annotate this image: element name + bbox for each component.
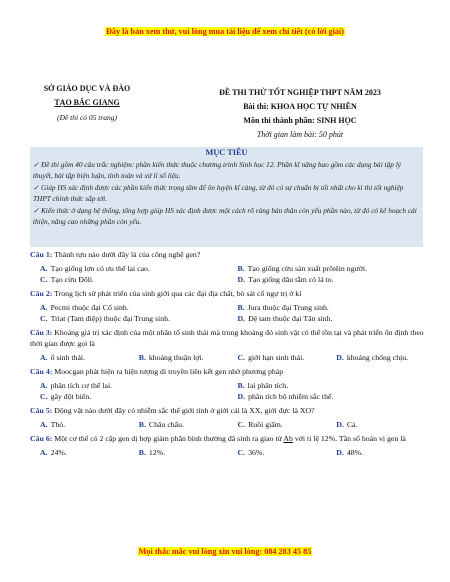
exam-header bbox=[180, 86, 420, 142]
answer-option-d: D. Cá. bbox=[336, 420, 358, 429]
answer-option-a: A. Pecmi thuộc đại Cổ sinh. bbox=[40, 303, 129, 312]
question-number: Câu 3: bbox=[30, 328, 53, 337]
answer-option-b: B. Châu chấu. bbox=[138, 420, 184, 429]
question-list bbox=[30, 249, 425, 461]
question-3 bbox=[30, 327, 425, 363]
answer-option-a: A. phân tích cơ thể lai. bbox=[40, 381, 113, 390]
question-text: Động vật nào dưới đây có nhiễm sắc thể giới tính ở giới cái là XX, giới đực là XO? bbox=[54, 406, 315, 415]
objective-item: ✓ Giúp HS xác định được các phần kiến thức trọng tâm để ôn luyện kĩ càng, từ đó có sự chuẩn bị tốt nhất cho kì thi tốt nghiệp THPT chính thức sắp tới. bbox=[33, 183, 404, 203]
question-text: Thành tựu nào dưới đây là của công nghệ gen? bbox=[54, 250, 201, 259]
question-text: Trong lịch sử phát triển của sinh giới qua các đại địa chất, bò sát cổ ngự trị ở kỉ bbox=[54, 289, 302, 298]
answer-option-c: C. gây đột biến. bbox=[40, 392, 92, 401]
answer-option-a: A. Tạo giống lợn có ưu thế lai cao. bbox=[40, 264, 150, 273]
answer-option-b: B. lai phân tích. bbox=[237, 381, 289, 390]
answer-option-d: D. khoảng chống chịu. bbox=[336, 353, 409, 362]
department-header bbox=[22, 84, 152, 122]
question-text: Một cơ thể có 2 cặp gen dị hợp giảm phân bình thường đã sinh ra giao tử Ab với tỉ lệ 12%. Tần số hoán vị gen là bbox=[54, 434, 406, 443]
question-4 bbox=[30, 366, 425, 402]
question-text: Moocgan phát hiện ra hiện tượng di truyền liên kết gen nhờ phương pháp bbox=[54, 367, 284, 376]
question-number: Câu 1: bbox=[30, 250, 53, 259]
answer-option-c: C. Triat (Tam điệp) thuộc đại Trung sinh. bbox=[40, 314, 170, 323]
question-number: Câu 4: bbox=[30, 367, 53, 376]
answer-option-c: C. Tạo cừu Đôli. bbox=[40, 275, 95, 284]
contact-text: Mọi thắc mắc vui lòng xin vui lòng: 084 283 45 85 bbox=[138, 547, 312, 556]
answer-option-d: D. Đệ tam thuộc đại Tân sinh. bbox=[237, 314, 333, 323]
exam-time: Thời gian làm bài: 50 phút bbox=[256, 130, 344, 139]
answer-option-b: B. khoảng thuận lợi. bbox=[138, 353, 204, 362]
question-number: Câu 6: bbox=[30, 434, 53, 443]
answer-option-a: A. 24%. bbox=[40, 448, 67, 457]
objectives-box bbox=[30, 147, 423, 247]
question-2 bbox=[30, 288, 425, 324]
answer-option-a: A. Thỏ. bbox=[40, 420, 66, 429]
exam-title: ĐỀ THI THỬ TỐT NGHIỆP THPT NĂM 2023 bbox=[219, 88, 381, 97]
contact-banner bbox=[0, 547, 450, 556]
answer-option-b: B. Jura thuộc đại Trung sinh. bbox=[237, 303, 329, 312]
answer-option-a: A. ổ sinh thái. bbox=[40, 353, 86, 362]
answer-option-c: C. giới hạn sinh thái. bbox=[237, 353, 305, 362]
question-1 bbox=[30, 249, 425, 285]
question-number: Câu 5: bbox=[30, 406, 53, 415]
question-number: Câu 2: bbox=[30, 289, 53, 298]
preview-notice-banner bbox=[0, 27, 450, 36]
question-6 bbox=[30, 433, 425, 458]
department-name-line2: TẠO BẮC GIANG bbox=[54, 98, 120, 107]
answer-option-c: C. Ruồi giấm. bbox=[237, 420, 283, 429]
department-name-line1: SỞ GIÁO DỤC VÀ ĐÀO bbox=[43, 84, 131, 93]
answer-option-d: D. Tạo giống dâu tằm có lá to. bbox=[237, 275, 334, 284]
objective-item: ✓ Đề thi gồm 40 câu trắc nghiệm: phần kiến thức thuộc chương trình Sinh học 12. Phần kĩ năng bao gồm các dạng bài tập lý thuyết, bài tập biện luận, tính toán và xử lí số liệu. bbox=[33, 160, 401, 180]
answer-option-b: B. 12%. bbox=[138, 448, 166, 457]
answer-option-d: D. 48%. bbox=[336, 448, 364, 457]
answer-option-b: B. Tạo giống cừu sản xuất prôtêin người. bbox=[237, 264, 367, 273]
answer-option-c: C. 36%. bbox=[237, 448, 265, 457]
page-count-note: (Đề thi có 05 trang) bbox=[57, 113, 117, 122]
exam-name: Bài thi: KHOA HỌC TỰ NHIÊN bbox=[243, 102, 357, 111]
objectives-title: MỤC TIÊU bbox=[205, 148, 248, 157]
objective-item: ✓ Kiến thức ở dạng hệ thống, tổng hợp giúp HS xác định được một cách rõ ràng bản thân còn yếu phần nào, từ đó có kế hoạch cải thiện, nâng cao những phần còn yếu. bbox=[33, 206, 417, 226]
answer-option-d: D. phân tích bộ nhiễm sắc thể. bbox=[237, 392, 334, 401]
preview-notice-text: Đây là bản xem thử, vui lòng mua tài liệu để xem chi tiết (có lời giải) bbox=[105, 27, 344, 36]
exam-subject: Môn thi thành phần: SINH HỌC bbox=[243, 116, 357, 125]
question-5 bbox=[30, 405, 425, 430]
question-text: Khoảng giá trị xác định của một nhân tố sinh thái mà trong khoảng đó sinh vật có thể tồn tại và phát triển ổn định theo thời gian được gọi là bbox=[30, 328, 424, 348]
